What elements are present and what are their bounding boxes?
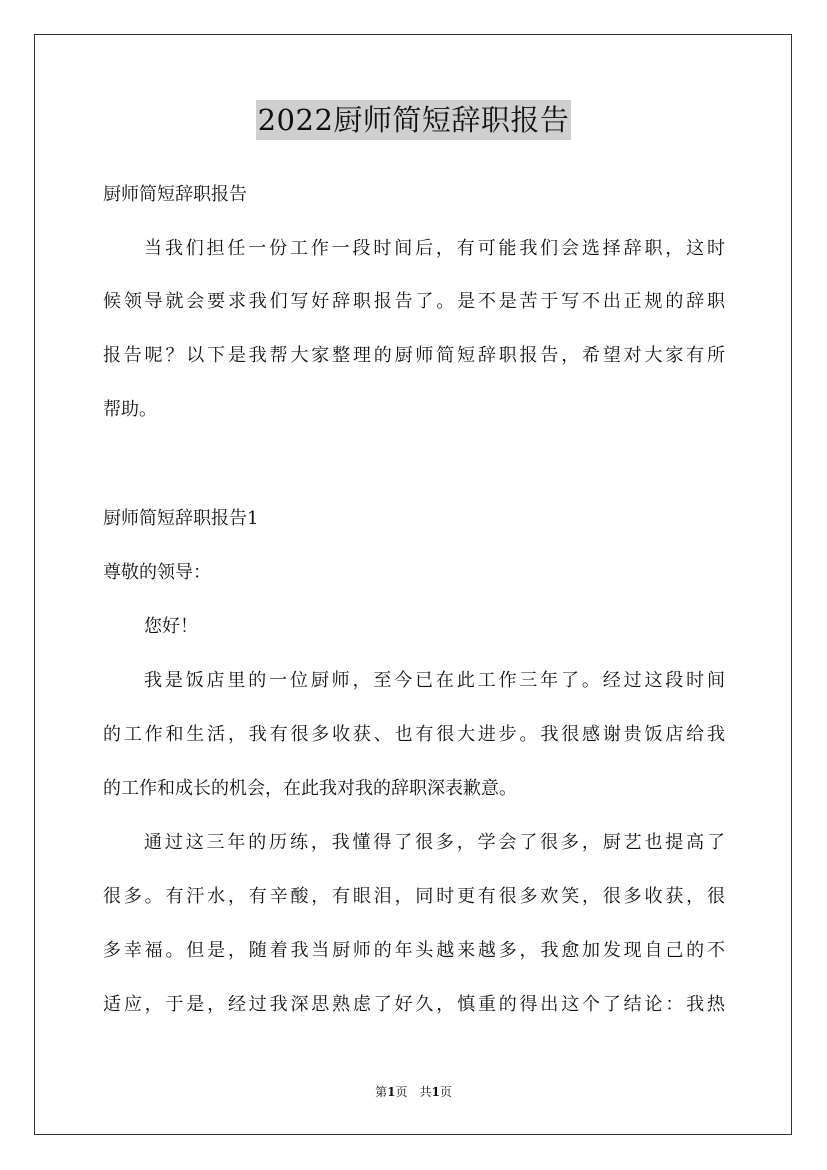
- salutation: 尊敬的领导：: [103, 562, 211, 583]
- paragraph-line: 很多。有汗水，有辛酸，有眼泪，同时更有很多欢笑，很多收获，很: [103, 886, 725, 907]
- title-container: [0, 100, 827, 140]
- paragraph-line: 的工作和生活，我有很多收获、也有很大进步。我很感谢贵饭店给我: [103, 724, 725, 745]
- intro-line: 当我们担任一份工作一段时间后，有可能我们会选择辞职，这时: [144, 238, 725, 259]
- intro-line: 报告呢？以下是我帮大家整理的厨师简短辞职报告，希望对大家有所: [103, 345, 725, 366]
- intro-line: 帮助。: [103, 399, 157, 420]
- paragraph-line: 多幸福。但是，随着我当厨师的年头越来越多，我愈加发现自己的不: [103, 940, 725, 961]
- paragraph-line: 我是饭店里的一位厨师，至今已在此工作三年了。经过这段时间: [144, 670, 725, 691]
- document-title: 2022厨师简短辞职报告: [256, 100, 572, 140]
- footer-page-total: 1: [431, 1085, 440, 1099]
- page-footer: [0, 1084, 827, 1100]
- paragraph-line: 的工作和成长的机会，在此我对我的辞职深表歉意。: [103, 778, 517, 799]
- footer-suffix: 页: [439, 1085, 452, 1099]
- paragraph-line: 适应，于是，经过我深思熟虑了好久，慎重的得出这个了结论：我热: [103, 994, 725, 1015]
- footer-mid: 页 共: [395, 1085, 432, 1099]
- document-subtitle: 厨师简短辞职报告: [103, 184, 247, 205]
- footer-page-current: 1: [387, 1085, 396, 1099]
- footer-prefix: 第: [375, 1085, 388, 1099]
- paragraph-line: 通过这三年的历练，我懂得了很多，学会了很多，厨艺也提高了: [144, 832, 725, 853]
- greeting: 您好！: [144, 616, 198, 637]
- intro-line: 候领导就会要求我们写好辞职报告了。是不是苦于写不出正规的辞职: [103, 291, 725, 312]
- section-heading: 厨师简短辞职报告1: [103, 508, 259, 529]
